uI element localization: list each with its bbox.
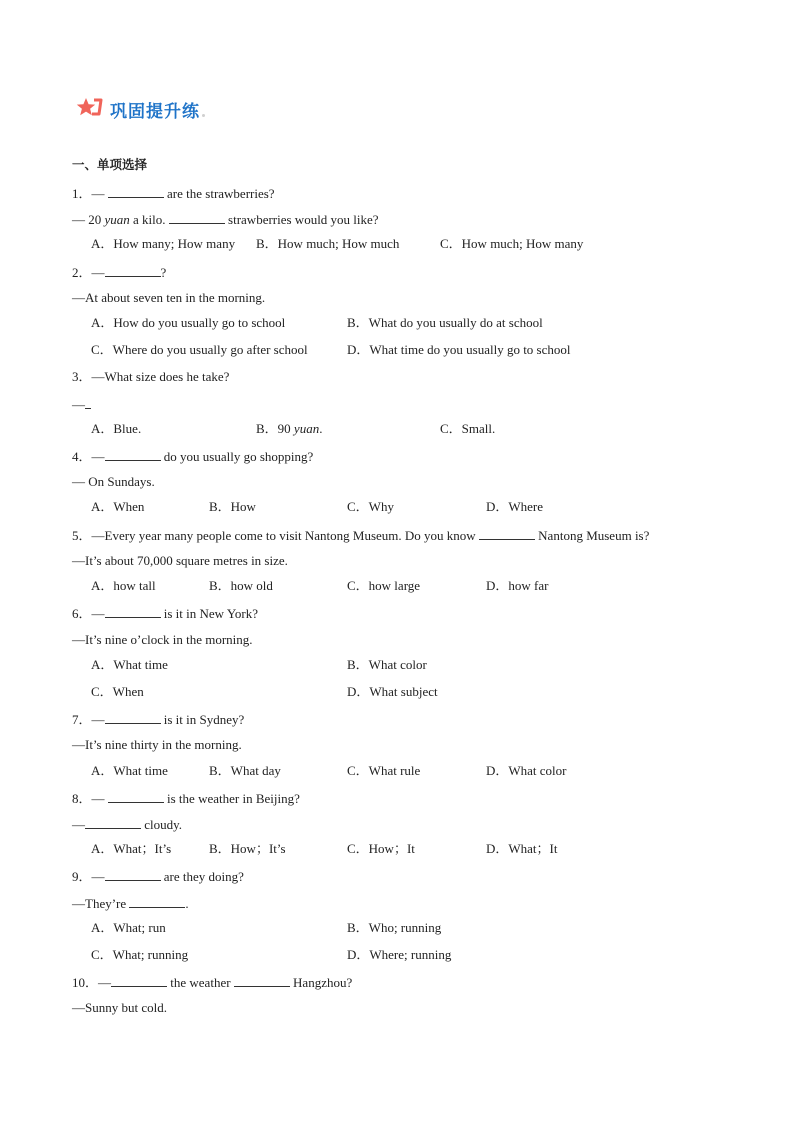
q3-option-a[interactable]: A．Blue. [91,421,142,436]
q9-option-b[interactable]: B．Who; running [347,920,442,935]
question-3-stem: 3．—What size does he take? [72,369,230,384]
q3-option-b[interactable]: B．90 yuan. [256,421,323,436]
banner-title: 巩固提升练 [110,101,200,122]
q6-option-a[interactable]: A．What time [91,657,168,672]
answer-blank[interactable] [108,185,164,198]
q9-option-a[interactable]: A．What; run [91,920,166,935]
question-8-stem: 8．— is the weather in Beijing? [72,791,300,806]
question-9-answer: —They’re . [72,896,189,911]
section-title: 一、单项选择 [72,157,148,172]
q7-option-c[interactable]: C．What rule [347,763,421,778]
question-5-answer: —It’s about 70,000 square metres in size. [72,553,288,568]
question-9-stem: 9．— are they doing? [72,869,244,884]
q6-option-c[interactable]: C．When [91,684,144,699]
q5-option-b[interactable]: B．how old [209,578,273,593]
q4-option-d[interactable]: D．Where [486,499,544,514]
q4-option-a[interactable]: A．When [91,499,145,514]
answer-blank[interactable] [85,396,91,409]
answer-blank[interactable] [105,868,161,881]
question-2-answer: —At about seven ten in the morning. [72,290,266,305]
q9-option-d[interactable]: D．Where; running [347,947,452,962]
question-1-answer: — 20 yuan a kilo. strawberries would you like? [72,212,379,227]
answer-blank[interactable] [105,264,161,277]
section-banner [76,96,205,122]
q3-option-c[interactable]: C．Small. [440,421,496,436]
q7-option-a[interactable]: A．What time [91,763,168,778]
answer-blank[interactable] [111,974,167,987]
q2-option-d[interactable]: D．What time do you usually go to school [347,342,571,357]
q8-option-c[interactable]: C．How；It [347,841,415,856]
question-2-stem: 2．— ? [72,265,167,280]
question-4-stem: 4．— do you usually go shopping? [72,449,314,464]
answer-blank[interactable] [129,895,185,908]
question-10-stem: 10．— the weather Hangzhou? [72,975,353,990]
question-8-answer: — cloudy. [72,817,183,832]
question-7-answer: —It’s nine thirty in the morning. [72,737,242,752]
star-icon [76,97,104,121]
q8-option-a[interactable]: A．What；It’s [91,841,172,856]
q6-option-b[interactable]: B．What color [347,657,427,672]
q4-option-c[interactable]: C．Why [347,499,394,514]
question-7-stem: 7．— is it in Sydney? [72,712,245,727]
q2-option-a[interactable]: A．How do you usually go to school [91,315,286,330]
question-6-answer: —It’s nine o’clock in the morning. [72,632,253,647]
answer-blank[interactable] [105,711,161,724]
answer-blank[interactable] [234,974,290,987]
question-3-answer: — [72,396,91,413]
q8-option-d[interactable]: D．What；It [486,841,558,856]
q1-option-a[interactable]: A．How many; How many [91,236,236,251]
answer-blank[interactable] [105,605,161,618]
question-4-answer: — On Sundays. [72,474,155,489]
q9-option-c[interactable]: C．What; running [91,947,189,962]
answer-blank[interactable] [108,790,164,803]
q4-option-b[interactable]: B．How [209,499,256,514]
question-10-answer: —Sunny but cold. [72,1000,167,1015]
question-5-stem: 5．—Every year many people come to visit Nantong Museum. Do you know Nantong Museum is? [72,528,650,543]
q7-option-d[interactable]: D．What color [486,763,567,778]
q5-option-c[interactable]: C．how large [347,578,421,593]
q7-option-b[interactable]: B．What day [209,763,281,778]
q1-option-b[interactable]: B．How much; How much [256,236,400,251]
answer-blank[interactable] [169,211,225,224]
q1-option-c[interactable]: C．How much; How many [440,236,584,251]
q5-option-a[interactable]: A．how tall [91,578,156,593]
decorative-dot [202,114,205,117]
answer-blank[interactable] [479,527,535,540]
q8-option-b[interactable]: B．How；It’s [209,841,286,856]
q5-option-d[interactable]: D．how far [486,578,549,593]
question-6-stem: 6．— is it in New York? [72,606,259,621]
answer-blank[interactable] [85,816,141,829]
q2-option-b[interactable]: B．What do you usually do at school [347,315,543,330]
question-1-stem: 1．— are the strawberries? [72,186,275,201]
answer-blank[interactable] [105,448,161,461]
q2-option-c[interactable]: C．Where do you usually go after school [91,342,308,357]
q6-option-d[interactable]: D．What subject [347,684,438,699]
